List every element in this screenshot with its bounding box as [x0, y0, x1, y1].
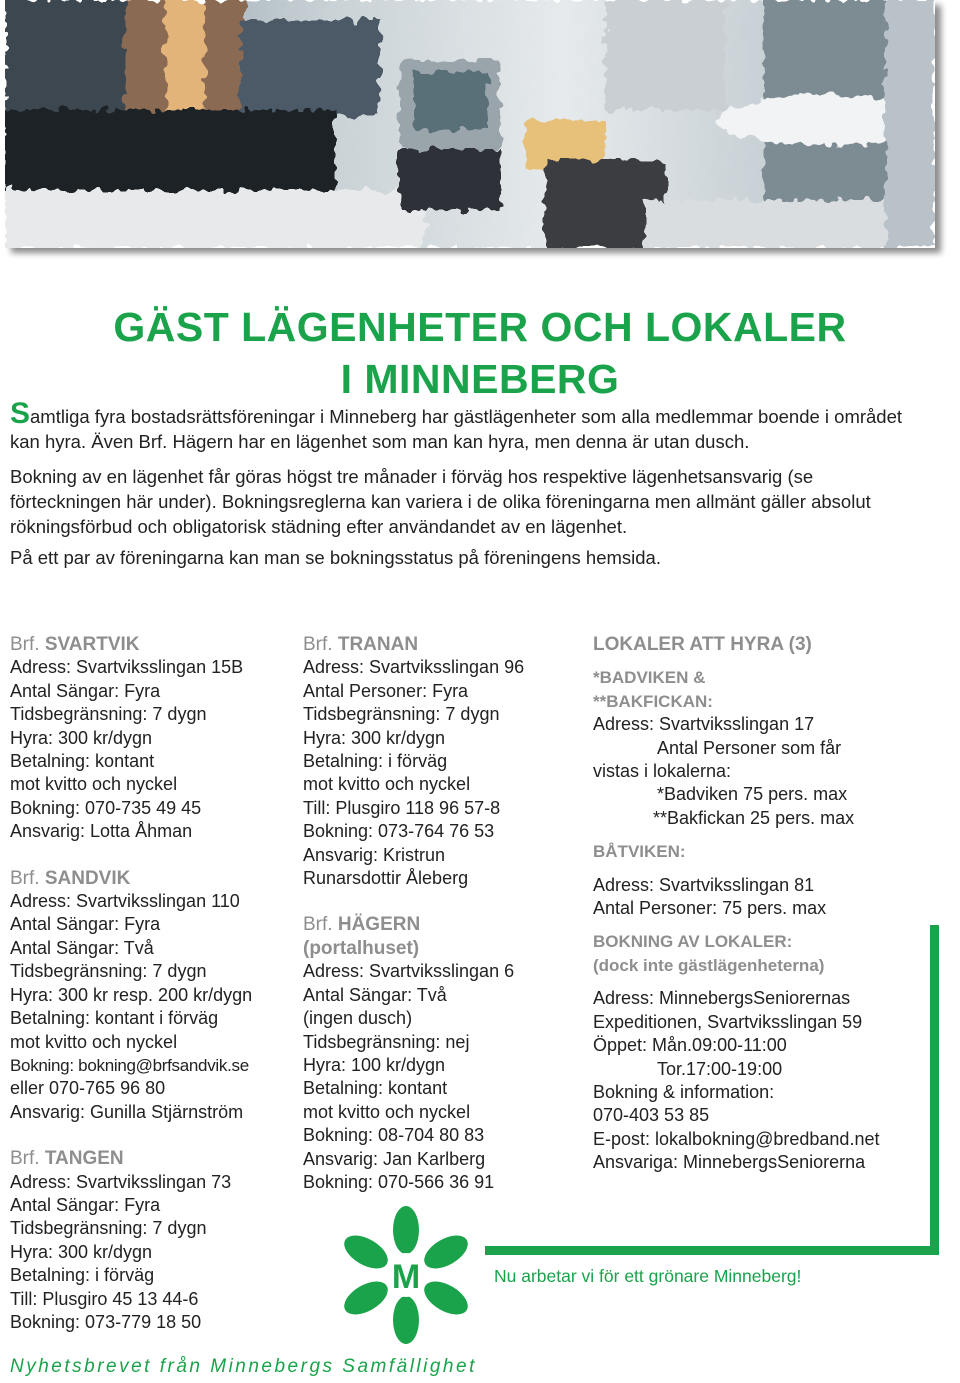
detail-line: Tidsbegränsning: 7 dygn [10, 961, 207, 982]
detail-line: Ansvarig: Gunilla Stjärnström [10, 1101, 244, 1122]
detail-line: Antal Sängar: Fyra [10, 680, 161, 701]
decor-horizontal-line [485, 1246, 939, 1255]
detail-line: Adress: Svartviksslingan 6 [303, 961, 515, 982]
detail-line: Adress: MinnebergsSeniorernas [593, 988, 851, 1009]
detail-line: Hyra: 300 kr resp. 200 kr/dygn [10, 984, 253, 1005]
detail-line-email: Bokning: bokning@brfsandvik.se [10, 1055, 249, 1075]
intro-paragraph-3: På ett par av föreningarna kan man se bokningsstatus på föreningens hemsida. [10, 547, 661, 568]
detail-line: mot kvitto och nyckel [10, 1031, 178, 1052]
intro-paragraph-1: Samtliga fyra bostadsrättsföreningar i Minneberg har gästlägenheter som alla medlemmar boende i området kan hyra. Även Brf. Hägern har en lägenhet som man kan hyra, men denna är utan dusch. [10, 397, 903, 452]
detail-line: Betalning: kontant [10, 751, 155, 772]
detail-line: Ansvarig: Jan Karlberg [303, 1148, 486, 1169]
detail-line: mot kvitto och nyckel [303, 1101, 471, 1122]
detail-line: Betalning: kontant i förväg [10, 1008, 219, 1029]
section-subheading-hagern: (portalhuset) [303, 937, 420, 959]
column-right [593, 633, 933, 1175]
detail-line: Hyra: 300 kr/dygn [10, 1241, 153, 1262]
detail-line: Ansvariga: MinnebergsSeniorerna [593, 1152, 866, 1173]
detail-line: Antal Personer: Fyra [303, 680, 469, 701]
hero-photo [5, 0, 935, 248]
column-middle [303, 633, 588, 1194]
detail-line: E-post: lokalbokning@bredband.net [593, 1128, 880, 1149]
detail-line: Tidsbegränsning: 7 dygn [303, 704, 500, 725]
minneberg-flower-logo [336, 1200, 476, 1350]
detail-line: Till: Plusgiro 45 13 44-6 [10, 1288, 199, 1309]
detail-line: mot kvitto och nyckel [10, 774, 178, 795]
detail-line: Adress: Svartviksslingan 17 [593, 714, 815, 735]
column-left [10, 633, 295, 1334]
detail-line: Adress: Svartviksslingan 81 [593, 874, 815, 895]
tranan-details [303, 656, 588, 890]
detail-line: Bokning: 08-704 80 83 [303, 1125, 485, 1146]
detail-line: Bokning: 073-779 18 50 [10, 1311, 202, 1332]
detail-line: Adress: Svartviksslingan 73 [10, 1171, 232, 1192]
detail-line: Betalning: i förväg [303, 751, 448, 772]
detail-line: Tidsbegränsning: nej [303, 1031, 470, 1052]
sandvik-details [10, 890, 295, 1124]
detail-line: Antal Sängar: Två [303, 984, 447, 1005]
detail-line: Adress: Svartviksslingan 96 [303, 657, 525, 678]
detail-line: vistas i lokalerna: [593, 761, 732, 782]
detail-line: Antal Personer som får [657, 737, 842, 758]
section-heading-lokaler: LOKALER ATT HYRA (3) [593, 634, 812, 655]
detail-line: Antal Sängar: Fyra [10, 914, 161, 935]
section-heading-tangen: Brf. TANGEN [10, 1148, 124, 1170]
page-title-line-2: I MINNEBERG [340, 356, 620, 402]
subheading-booking-note: (dock inte gästlägenheterna) [593, 955, 825, 975]
detail-line: Expeditionen, Svartviksslingan 59 [593, 1011, 863, 1032]
detail-line: Runarsdottir Åleberg [303, 868, 469, 889]
intro-text [10, 397, 910, 580]
detail-line: Hyra: 300 kr/dygn [303, 727, 446, 748]
detail-line: Tidsbegränsning: 7 dygn [10, 704, 207, 725]
logo-letter: M [391, 1258, 421, 1296]
drop-cap: S [10, 397, 31, 430]
detail-line: Tor.17:00-19:00 [657, 1058, 783, 1079]
detail-line: Bokning: 070-566 36 91 [303, 1171, 495, 1192]
detail-line: Bokning: 070-735 49 45 [10, 797, 202, 818]
detail-line: Adress: Svartviksslingan 15B [10, 657, 244, 678]
section-heading-svartvik: Brf. SVARTVIK [10, 634, 140, 655]
detail-line: Betalning: i förväg [10, 1265, 155, 1286]
slogan: Nu arbetar vi för ett grönare Minneberg! [494, 1266, 802, 1286]
detail-line: Betalning: kontant [303, 1078, 448, 1099]
detail-line: Antal Personer: 75 pers. max [593, 898, 827, 919]
tangen-details [10, 1171, 295, 1335]
detail-line: Hyra: 300 kr/dygn [10, 727, 153, 748]
hagern-details [303, 960, 588, 1194]
detail-line: Tidsbegränsning: 7 dygn [10, 1218, 207, 1239]
detail-line: mot kvitto och nyckel [303, 774, 471, 795]
intro-paragraph-2: Bokning av en lägenhet får göras högst tre månader i förväg hos respektive lägenhetsansvarig (se förteckningen här under). Bokningsreglerna kan variera i de olika föreningarna men allmänt gäller absolut rökningsförbud och obligatorisk städning efter användandet av en lägenhet. [10, 466, 871, 537]
detail-line: eller 070-765 96 80 [10, 1078, 166, 1099]
detail-line: **Bakfickan 25 pers. max [653, 807, 855, 828]
detail-line: Ansvarig: Lotta Åhman [10, 821, 193, 842]
section-heading-sandvik: Brf. SANDVIK [10, 867, 131, 889]
subheading-booking: BOKNING AV LOKALER: [593, 932, 793, 952]
detail-line: Till: Plusgiro 118 96 57-8 [303, 797, 501, 818]
subheading-bakfickan: **BAKFICKAN: [593, 691, 713, 711]
detail-line: 070-403 53 85 [593, 1105, 710, 1126]
detail-line: Antal Sängar: Två [10, 937, 154, 958]
detail-line: Hyra: 100 kr/dygn [303, 1054, 446, 1075]
footer-text: Nyhetsbrevet från Minnebergs Samfällighet [10, 1356, 477, 1377]
page-title-line-1: GÄST LÄGENHETER OCH LOKALER [113, 304, 847, 350]
detail-line: Ansvarig: Kristrun [303, 844, 446, 865]
section-heading-tranan: Brf. TRANAN [303, 634, 419, 655]
detail-line: *Badviken 75 pers. max [657, 784, 848, 805]
detail-line: Adress: Svartviksslingan 110 [10, 891, 240, 912]
subheading-badviken: *BADVIKEN & [593, 668, 706, 688]
detail-line: Antal Sängar: Fyra [10, 1194, 161, 1215]
detail-line: (ingen dusch) [303, 1008, 413, 1029]
svartvik-details [10, 656, 295, 843]
subheading-batviken: BÅTVIKEN: [593, 842, 686, 862]
detail-line: Bokning & information: [593, 1081, 775, 1102]
detail-line: Bokning: 073-764 76 53 [303, 821, 495, 842]
detail-line: Öppet: Mån.09:00-11:00 [593, 1035, 787, 1056]
section-heading-hagern: Brf. HÄGERN [303, 914, 421, 936]
decor-vertical-line [930, 925, 939, 1255]
